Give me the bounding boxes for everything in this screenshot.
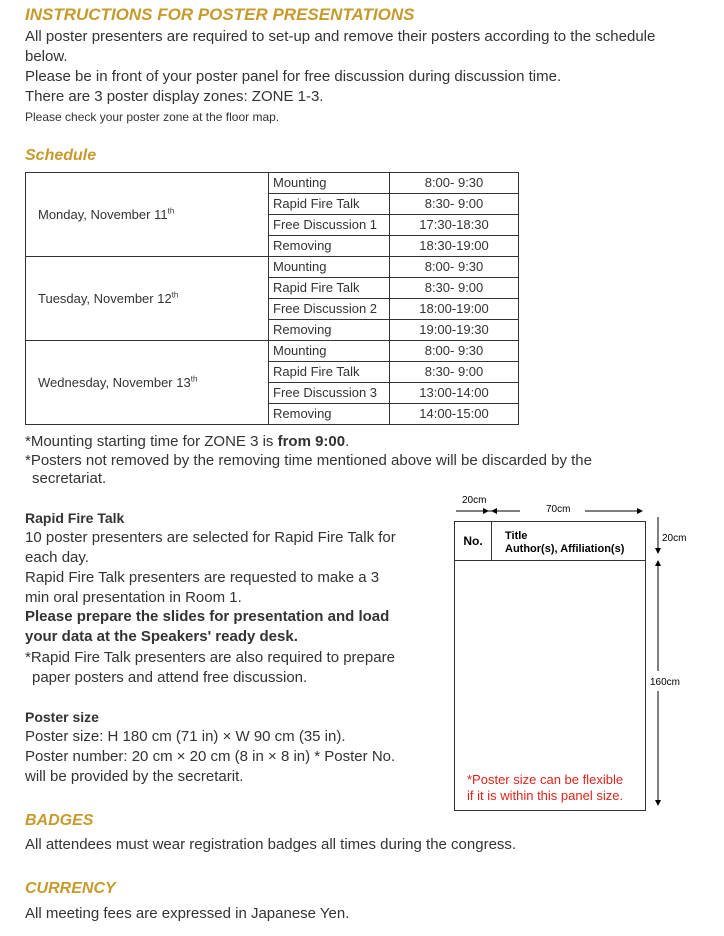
activity-cell: Rapid Fire Talk: [269, 278, 390, 299]
intro-line-4: There are 3 poster display zones: ZONE 1-3.: [25, 88, 324, 105]
currency-heading: CURRENCY: [25, 880, 116, 897]
day-cell: Wednesday, November 13th: [26, 341, 269, 425]
dim-160: 160cm: [650, 677, 681, 688]
mounting-note: *Mounting starting time for ZONE 3 is from 9:00.: [25, 433, 350, 450]
time-cell: 8:30- 9:00: [390, 194, 519, 215]
dim-20-side: 20cm: [662, 533, 687, 544]
size-note-2: if it is within this panel size.: [467, 788, 624, 803]
currency-text: All meeting fees are expressed in Japanese Yen.: [25, 905, 350, 922]
rapid-fire-line: each day.: [25, 549, 89, 566]
activity-cell: Free Discussion 1: [269, 215, 390, 236]
schedule-table: [25, 172, 519, 425]
badges-text: All attendees must wear registration badges all times during the congress.: [25, 836, 517, 853]
title-label: Title: [505, 530, 528, 542]
day-cell: Tuesday, November 12th: [26, 257, 269, 341]
size-note: [467, 772, 623, 804]
rapid-fire-line: Rapid Fire Talk presenters are requested to make a 3: [25, 569, 380, 586]
time-cell: 19:00-19:30: [390, 320, 519, 341]
time-cell: 8:00- 9:30: [390, 173, 519, 194]
badges-heading: BADGES: [25, 812, 94, 829]
activity-cell: Removing: [269, 404, 390, 425]
time-cell: 18:30-19:00: [390, 236, 519, 257]
poster-diagram: [440, 495, 700, 820]
activity-cell: Removing: [269, 236, 390, 257]
poster-panel: [454, 521, 646, 811]
rapid-fire-line: 10 poster presenters are selected for Rapid Fire Talk for: [25, 529, 396, 546]
intro-line-2: below.: [25, 48, 68, 65]
poster-size-line: Poster size: H 180 cm (71 in) × W 90 cm (35 in).: [25, 728, 346, 745]
time-cell: 14:00-15:00: [390, 404, 519, 425]
day-cell: Monday, November 11th: [26, 173, 269, 257]
panel-header: [455, 522, 645, 561]
poster-size-line: will be provided by the secretarit.: [25, 768, 244, 785]
rapid-fire-bold: your data at the Speakers' ready desk.: [25, 628, 298, 645]
rapid-fire-note: *Rapid Fire Talk presenters are also required to prepare: [25, 649, 395, 666]
poster-size-line: Poster number: 20 cm × 20 cm (8 in × 8 in) * Poster No.: [25, 748, 396, 765]
table-row: [26, 173, 519, 194]
activity-cell: Free Discussion 2: [269, 299, 390, 320]
activity-cell: Mounting: [269, 257, 390, 278]
removal-note-2: secretariat.: [32, 470, 107, 487]
rapid-fire-bold: Please prepare the slides for presentation and load: [25, 608, 390, 625]
time-cell: 8:00- 9:30: [390, 341, 519, 362]
intro-line-3: Please be in front of your poster panel for free discussion during discussion time.: [25, 68, 562, 85]
activity-cell: Rapid Fire Talk: [269, 194, 390, 215]
dim-20-top: 20cm: [462, 495, 487, 506]
rapid-fire-line: min oral presentation in Room 1.: [25, 589, 242, 606]
page-title: INSTRUCTIONS FOR POSTER PRESENTATIONS: [25, 5, 415, 24]
title-box: [505, 530, 624, 556]
activity-cell: Mounting: [269, 341, 390, 362]
authors-label: Author(s), Affiliation(s): [505, 543, 625, 555]
time-cell: 13:00-14:00: [390, 383, 519, 404]
activity-cell: Rapid Fire Talk: [269, 362, 390, 383]
size-note-1: *Poster size can be flexible: [467, 772, 624, 787]
activity-cell: Free Discussion 3: [269, 383, 390, 404]
poster-size-heading: Poster size: [25, 709, 99, 725]
poster-number-box: No.: [455, 522, 492, 560]
intro-line-1: All poster presenters are required to set-up and remove their posters according to the schedule: [25, 28, 656, 45]
time-cell: 17:30-18:30: [390, 215, 519, 236]
activity-cell: Removing: [269, 320, 390, 341]
activity-cell: Mounting: [269, 173, 390, 194]
time-cell: 8:00- 9:30: [390, 257, 519, 278]
schedule-heading: Schedule: [25, 147, 97, 164]
table-row: [26, 341, 519, 362]
time-cell: 8:30- 9:00: [390, 362, 519, 383]
rapid-fire-note: paper posters and attend free discussion.: [32, 669, 308, 686]
table-row: [26, 257, 519, 278]
time-cell: 8:30- 9:00: [390, 278, 519, 299]
intro-small: Please check your poster zone at the floor map.: [25, 110, 280, 124]
rapid-fire-heading: Rapid Fire Talk: [25, 510, 125, 526]
removal-note-1: *Posters not removed by the removing time mentioned above will be discarded by the: [25, 452, 592, 469]
dim-70: 70cm: [546, 504, 571, 515]
time-cell: 18:00-19:00: [390, 299, 519, 320]
